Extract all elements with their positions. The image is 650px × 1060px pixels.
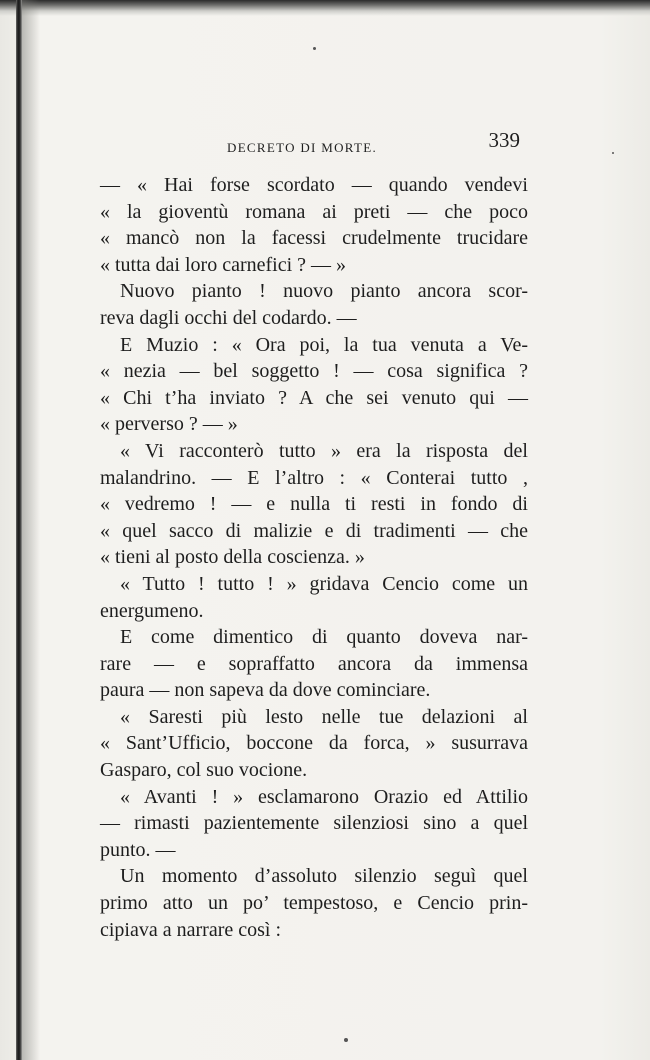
text-line: Un momento d’assoluto silenzio seguì quel	[120, 865, 528, 888]
text-line: « la gioventù romana ai preti — che poco	[100, 200, 528, 223]
page-number: 339	[488, 128, 520, 152]
text-line: « Tutto ! tutto ! » gridava Cencio come un	[120, 572, 528, 595]
text-line: Gasparo, col suo vocione.	[100, 759, 308, 782]
text-line: — « Hai forse scordato — quando vendevi	[100, 174, 528, 196]
text-line: malandrino. — E l’altro : « Conterai tutto ,	[100, 466, 528, 489]
text-line: « quel sacco di malizie e di tradimenti — che	[100, 519, 528, 542]
text-line: « perverso ? — »	[100, 413, 238, 436]
page-header	[100, 128, 530, 164]
text-line: primo atto un po’ tempestoso, e Cencio prin-	[100, 892, 528, 915]
running-title: DECRETO DI MORTE.	[227, 140, 377, 155]
text-line: Nuovo pianto ! nuovo pianto ancora scor-	[120, 280, 528, 303]
text-line: E Muzio : « Ora poi, la tua venuta a Ve-	[120, 333, 528, 356]
text-line: « tieni al posto della coscienza. »	[100, 546, 365, 569]
text-line: E come dimentico di quanto doveva nar-	[120, 626, 528, 649]
text-line: rare — e sopraffatto ancora da immensa	[100, 652, 528, 675]
text-line: « Sant’Ufficio, boccone da forca, » susurrava	[100, 732, 528, 755]
text-line: reva dagli occhi del codardo. —	[100, 306, 357, 329]
text-line: paura — non sapeva da dove cominciare.	[100, 679, 431, 702]
text-line: « Avanti ! » esclamarono Orazio ed Attilio	[120, 785, 528, 808]
paper-speck	[612, 152, 614, 154]
paper-speck	[313, 47, 316, 50]
paper-speck	[344, 1038, 348, 1042]
text-line: « Vi racconterò tutto » era la risposta del	[120, 439, 528, 462]
text-line: « nezia — bel soggetto ! — cosa significa ?	[100, 360, 528, 383]
text-line: punto. —	[100, 838, 176, 861]
text-line: — rimasti pazientemente silenziosi sino a quel	[100, 812, 528, 835]
text-line: energumeno.	[100, 599, 204, 622]
text-line: « mancò non la facessi crudelmente trucidare	[100, 227, 528, 250]
text-line: cipiava a narrare così :	[100, 918, 282, 941]
page-top-shadow	[0, 0, 650, 16]
text-line: « Chi t’ha inviato ? A che sei venuto qui —	[100, 386, 528, 409]
text-line: « vedremo ! — e nulla ti resti in fondo di	[100, 493, 528, 516]
text-line: « Saresti più lesto nelle tue delazioni al	[120, 705, 528, 728]
text-line: « tutta dai loro carnefici ? — »	[100, 253, 347, 276]
spine-shadow	[22, 0, 40, 1060]
body-text	[100, 172, 528, 943]
